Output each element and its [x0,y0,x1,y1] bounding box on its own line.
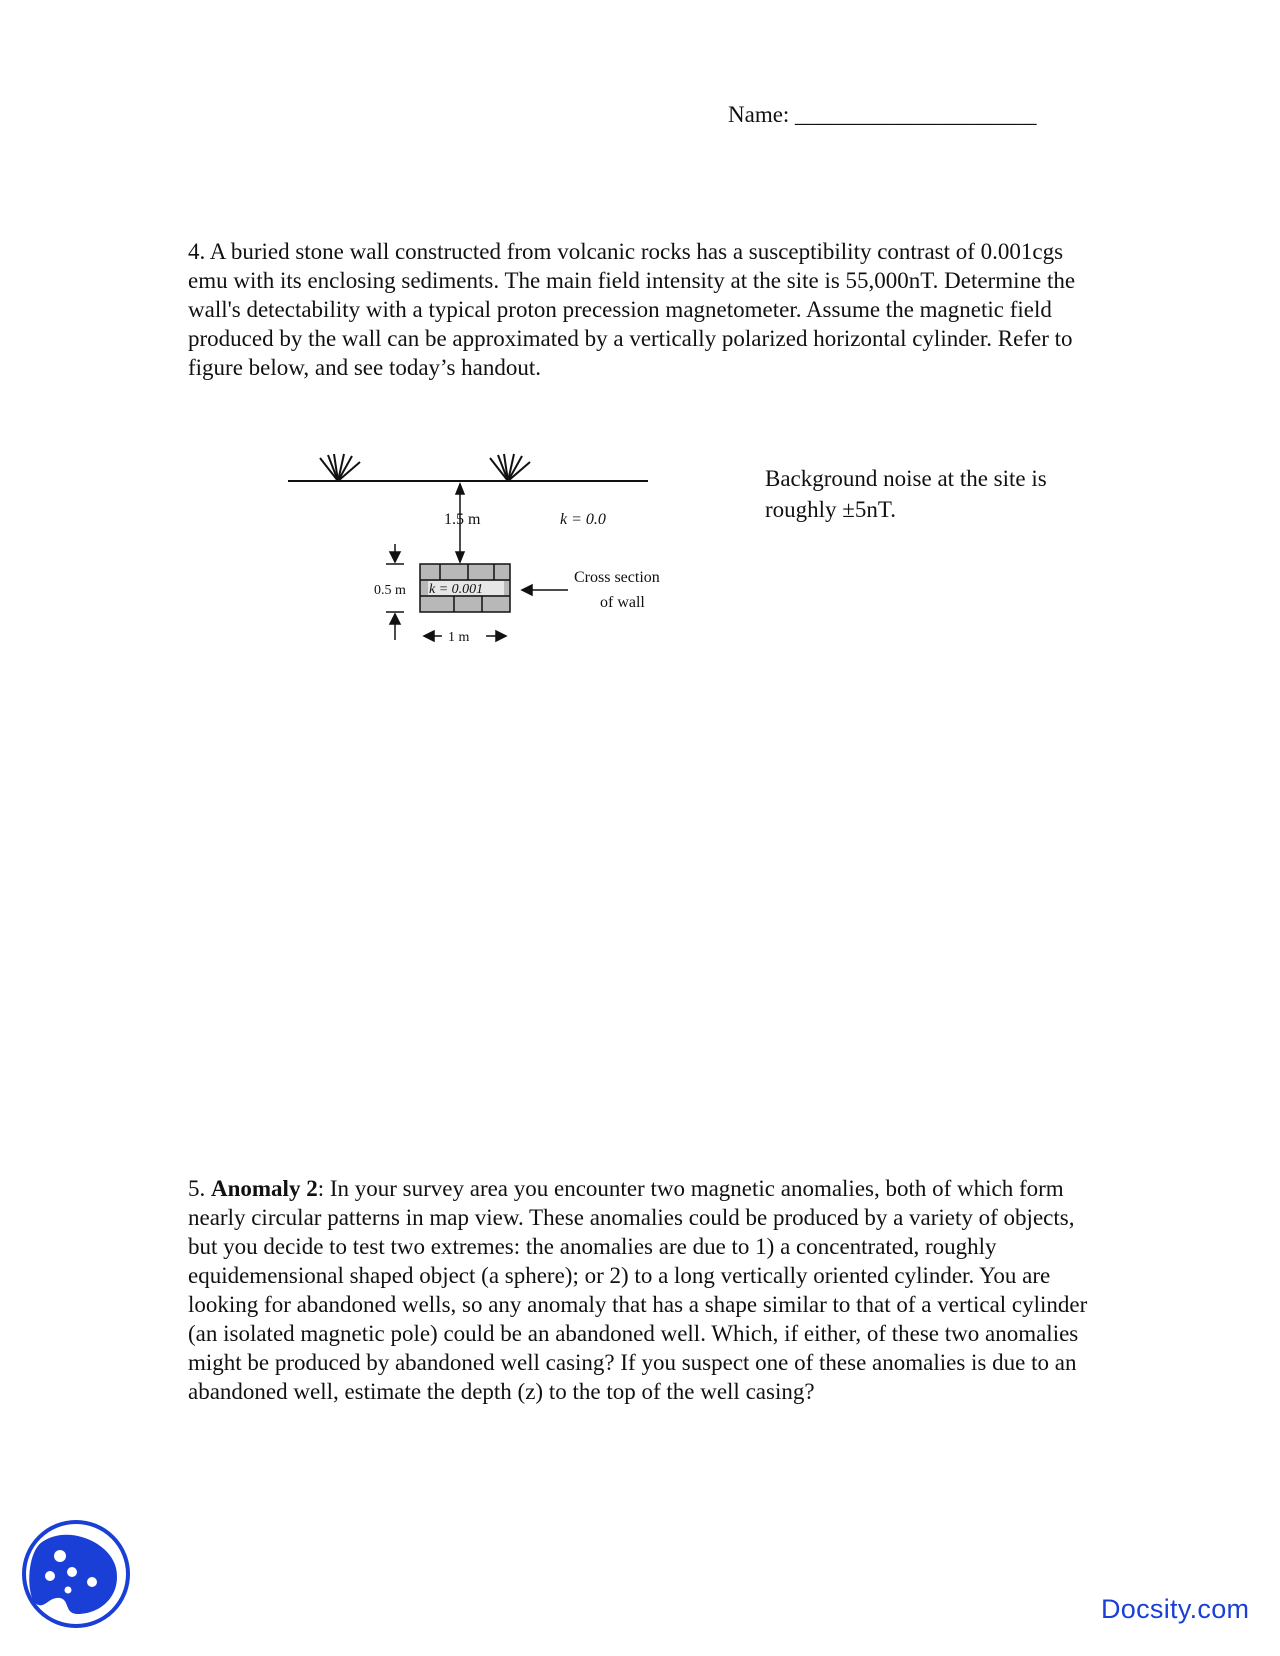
height-label: 0.5 m [374,583,406,598]
k-wall-label: k = 0.001 [429,582,484,597]
question-5-body: : In your survey area you encounter two magnetic anomalies, both of which form nearly circular patterns in map view. These anomalies could be produced by a variety of objects, but you decide to test two extremes: the anomalies are due to 1) a concentrated, roughly equidemensional shaped object (a sphere); or 2) to a long vertically oriented cylinder. You are looking for abandoned wells, so any anomaly that has a shape similar to that of a vertical cylinder (an isolated magnetic pole) could be an abandoned well. Which, if either, of these two anomalies might be produced by abandoned well casing? If you suspect one of these anomalies is due to an abandoned well, estimate the depth (z) to the top of the well casing? [188,1176,1088,1404]
docsity-logo-icon[interactable] [20,1518,132,1630]
of-wall-label: of wall [600,594,645,611]
width-label: 1 m [448,630,470,645]
depth-label: 1.5 m [444,511,481,528]
grass-tuft-icon [490,454,530,481]
cross-section-label: Cross section [574,569,660,586]
wall-cross-section-figure [268,440,688,670]
question-5-title: Anomaly 2 [211,1176,318,1201]
grass-tuft-icon [320,454,360,481]
question-4-text: 4. A buried stone wall constructed from volcanic rocks has a susceptibility contrast of 0.001cgs emu with its enclosing sediments. The main field intensity at the site is 55,000nT. Determine the wall's detectability with a typical proton precession magnetometer. Assume the magnetic field produced by the wall can be approximated by a vertically polarized horizontal cylinder. Refer to figure below, and see today’s handout. [188,239,1076,380]
pointer-arrow-icon [522,585,568,595]
k-surround-label: k = 0.0 [560,511,606,528]
docsity-brand-link[interactable]: Docsity.com [1101,1594,1250,1624]
question-5-text [188,1174,1093,1406]
name-field-label: Name: _____________________ [728,102,1037,127]
question-5-number: 5. [188,1176,206,1201]
background-noise-note: Background noise at the site is roughly ±5nT. [765,466,1047,522]
